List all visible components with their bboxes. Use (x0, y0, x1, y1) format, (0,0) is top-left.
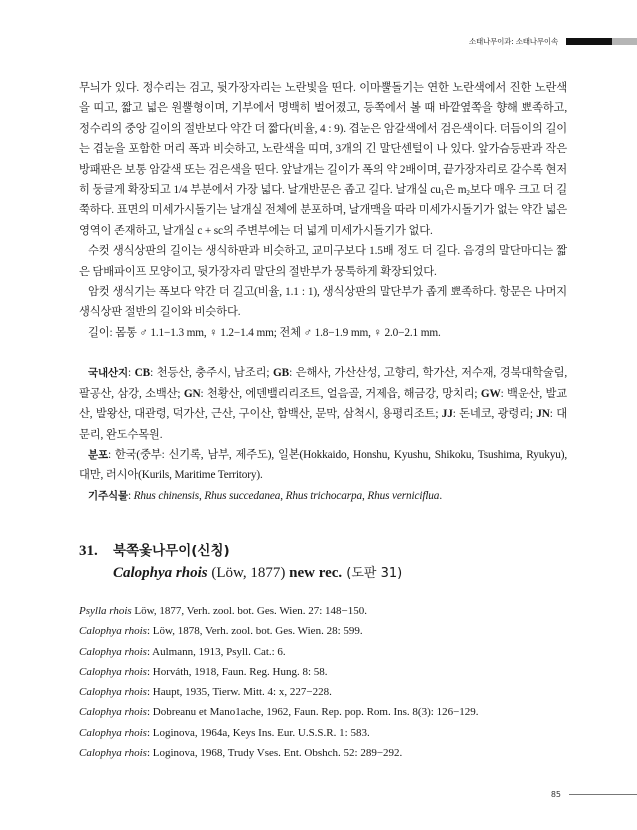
korean-name: 북쪽옻나무이(신칭) (113, 543, 230, 559)
taxon-name: Calophya rhois (79, 625, 147, 638)
page-number: 85 (550, 790, 561, 799)
measurements: 길이: 몸통 ♂ 1.1−1.3 mm, ♀ 1.2−1.4 mm; 전체 ♂ 1.8−1.9 mm, ♀ 2.0−2.1 mm. (88, 326, 441, 339)
taxon-name: Calophya rhois (79, 747, 147, 760)
description-body (79, 78, 567, 506)
running-head-title: 소태나무이과: 소태나무이속 (468, 36, 558, 46)
taxon-name: Calophya rhois (79, 645, 147, 658)
synonym-entry (79, 743, 579, 763)
subscript: 2 (466, 189, 470, 198)
citation: Löw, 1877, Verh. zool. bot. Ges. Wien. 27: 148−150. (131, 605, 367, 617)
description-paragraph-male: 수컷 생식상판의 길이는 생식하판과 비슷하고, 교미구보다 1.5배 정도 더 길다. 음경의 말단마디는 짧은 담배파이프 모양이고, 뒷가장자리 말단의 절반부가 뭉툭하게 확장되었다. (79, 245, 567, 278)
synonym-entry (79, 642, 579, 662)
header-bar-light (612, 38, 637, 45)
region-code: GW (480, 387, 501, 400)
subscript: 1 (440, 189, 445, 198)
text: : 은해사, 가산산성, 고향리, 학가산, 저수재, 경북대학술림, 팔공산, 삼강, 소백산; (79, 367, 568, 400)
citation: : Dobreanu et Mano1ache, 1962, Faun. Rep. pop. Rom. Ins. 8(3): 126−129. (146, 706, 479, 719)
description-paragraph-female: 암컷 생식기는 폭보다 약간 더 길고(비율, 1.1 : 1), 생식상판의 말단부가 좁게 뾰족하다. 항문은 나머지 생식상판 절반의 길이와 비슷하다. (79, 286, 567, 319)
synonym-entry (79, 702, 579, 722)
synonym-entry (79, 601, 579, 621)
scientific-name-line (79, 562, 402, 585)
footer-rule (569, 794, 637, 795)
region-code: JN (536, 408, 550, 421)
host-plant: Rhus chinensis (133, 489, 200, 502)
species-heading (79, 540, 402, 585)
host-plant: Rhus verniciflua (367, 489, 440, 502)
citation: : Aulmann, 1913, Psyll. Cat.: 6. (146, 645, 286, 658)
header-bar-dark (566, 38, 612, 45)
taxon-name: Calophya rhois (79, 686, 147, 699)
distribution (79, 445, 567, 486)
taxon-name: Calophya rhois (79, 726, 147, 739)
new-record-tag: new rec. (289, 565, 343, 581)
domestic-records (79, 363, 567, 445)
text: 보다 매우 크고 더 길쭉하다. 표면의 미세가시돌기는 날개실 전체에 분포하며, 날개맥을 따라 미세가시돌기가 없는 약간 넓은 영역이 존재하고, 날개실 c + sc의 주변부에는 더 넓게 미세가시돌기가 없다. (79, 184, 567, 237)
running-head (469, 36, 637, 46)
text: : 천황산, 에덴밸리리조트, 얼음골, 거제읍, 해금강, 망치리; (200, 387, 481, 400)
region-code: CB (134, 367, 151, 380)
citation: : Haupt, 1935, Tierw. Mitt. 4: x, 227−228. (146, 686, 332, 699)
region-code: JJ (441, 408, 453, 421)
taxon-name: Psylla rhois (79, 605, 132, 617)
host-plant: Rhus succedanea (204, 489, 281, 502)
synonym-entry (79, 723, 579, 743)
spacer (79, 343, 567, 363)
text: : 천등산, 충주시, 남조리; (150, 367, 274, 380)
text: : 백운산, 발교산, 발왕산, 대관령, 덕가산, 근산, 구이산, 함백산, 문막, 삼척시, 용평리조트; (79, 387, 568, 421)
text: . (439, 489, 442, 502)
species-number: 31. (79, 543, 98, 559)
description-paragraph-1 (79, 78, 567, 241)
synonym-list (79, 601, 579, 763)
plate-reference: (도판 31) (342, 566, 403, 581)
synonym-entry (79, 662, 579, 682)
author: (Löw, 1877) (207, 565, 290, 581)
text: 은 m (444, 184, 467, 197)
host-plant: Rhus trichocarpa (285, 489, 362, 502)
text: : (127, 367, 135, 380)
text: : 한국(중부: 신기록, 남부, 제주도), 일본(Hokkaido, Honshu, Kyushu, Shikoku, Tsushima, Ryukyu), 대만, 러시아(Kurils, Maritime Territory). (79, 448, 567, 482)
species-title (79, 540, 402, 562)
region-code: GB (273, 367, 290, 380)
host-plants (79, 486, 567, 506)
text: : 돈네코, 광령리; (452, 408, 537, 421)
region-code: GN (183, 387, 201, 400)
citation: : Loginova, 1968, Trudy Vses. Ent. Obshch. 52: 289−292. (146, 747, 403, 760)
citation: : Horváth, 1918, Faun. Reg. Hung. 8: 58. (146, 665, 328, 678)
text: : (127, 489, 134, 502)
text: , (361, 489, 368, 502)
distribution-label: 분포 (88, 448, 108, 461)
scientific-name: Calophya rhois (113, 565, 208, 581)
synonym-entry (79, 621, 579, 641)
page-footer (551, 790, 637, 799)
synonym-entry (79, 682, 579, 702)
hosts-label: 기주식물 (88, 489, 128, 502)
text: , (199, 489, 205, 502)
text: , (280, 489, 286, 502)
citation: : Löw, 1878, Verh. zool. bot. Ges. Wien. 28: 599. (146, 625, 363, 638)
text: : 대문리, 완도수목원. (79, 408, 567, 441)
citation: : Loginova, 1964a, Keys Ins. Eur. U.S.S.R. 1: 583. (146, 726, 370, 739)
taxon-name: Calophya rhois (79, 665, 147, 678)
text: 무늬가 있다. 정수리는 검고, 뒷가장자리는 노란빛을 띤다. 이마뿔돌기는 연한 노란색에서 진한 노란색을 띠고, 짧고 넓은 원뿔형이며, 기부에서 명백히 벌어졌고, 등쪽에서 볼 때 바깥옆쪽을 향해 뾰족하고, 정수리의 중앙 길이의 절반보다 약간 더 짧다(비율, 4 : 9). 겹눈은 암갈색에서 검은색이다. 더듬이의 길이는 겹눈을 포함한 머리 폭과 비슷하고, 노란색을 띠며, 3개의 긴 말단센털이 나 있다. 앞가슴등판과 작은방패판은 보통 암갈색 또는 검은색을 띤다. 앞날개는 길이가 폭의 약 2배이며, 끝가장자리로 갈수록 현저히 둥글게 확장되고 1/4 부분에서 가장 넓다. 날개반문은 좁고 길다. 날개실 cu (79, 82, 567, 197)
records-label: 국내산지 (88, 367, 128, 380)
taxon-name: Calophya rhois (79, 706, 147, 719)
